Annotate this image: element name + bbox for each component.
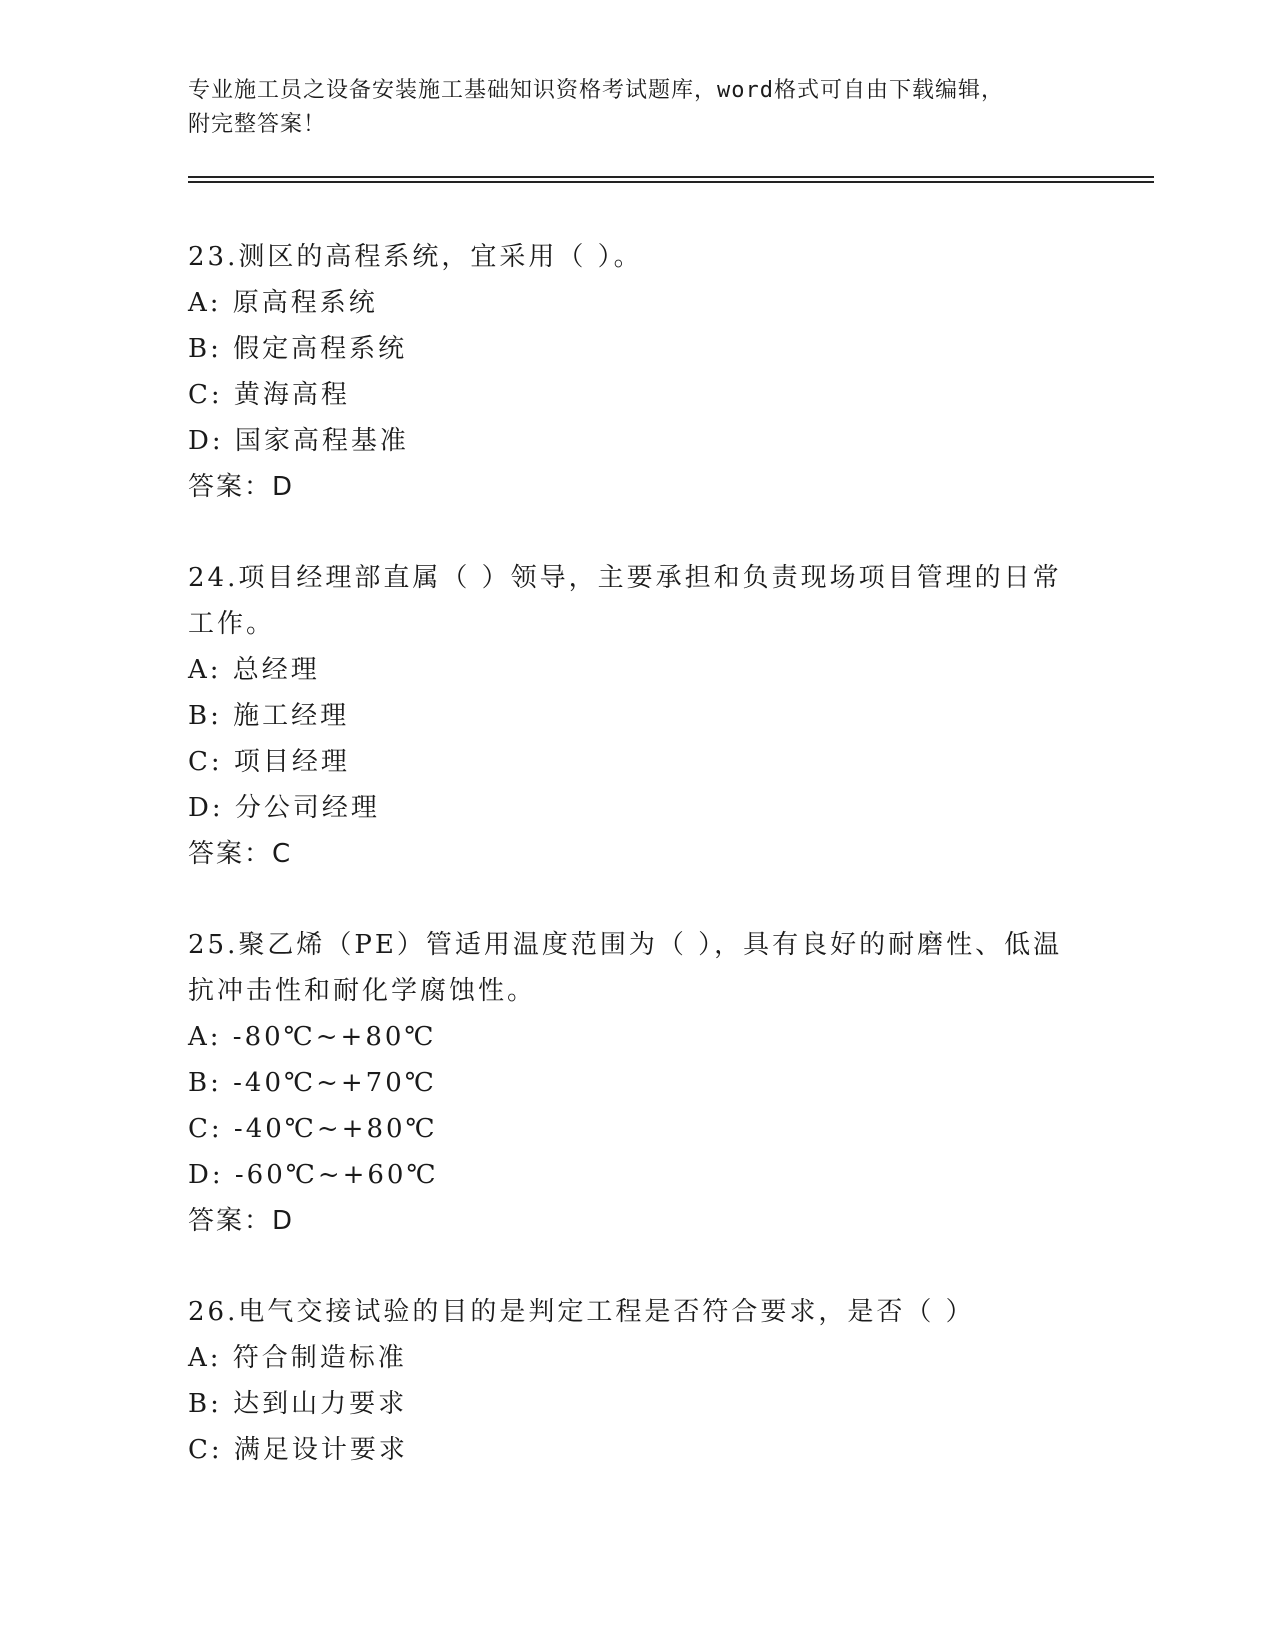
- answer-line: 答案：D: [188, 472, 295, 502]
- stem-line: 抗冲击性和耐化学腐蚀性。: [188, 976, 537, 1006]
- stem-line: 工作。: [188, 609, 276, 639]
- answer-line: 答案：C: [188, 839, 293, 869]
- stem-line: 23.测区的高程系统，宜采用（ ）。: [188, 242, 643, 272]
- question-25: [188, 922, 1088, 1244]
- question-stem: [188, 234, 1088, 280]
- option-c: C: 项目经理: [188, 747, 350, 777]
- question-23: [188, 234, 1088, 510]
- question-26: [188, 1289, 1088, 1473]
- option-b: B: 假定高程系统: [188, 334, 408, 364]
- header-divider-bottom: [188, 181, 1154, 183]
- question-24: [188, 555, 1088, 877]
- header-line-2: 附完整答案！: [188, 112, 327, 137]
- question-list: [188, 234, 1088, 1518]
- document-header: [188, 74, 1088, 142]
- header-divider-top: [188, 176, 1154, 178]
- stem-line: 26.电气交接试验的目的是判定工程是否符合要求，是否（ ）: [188, 1297, 975, 1327]
- option-b: B: 达到山力要求: [188, 1389, 408, 1419]
- question-stem: [188, 1289, 1088, 1335]
- header-line-1: 专业施工员之设备安装施工基础知识资格考试题库，word格式可自由下载编辑，: [188, 78, 1004, 103]
- stem-line: 25.聚乙烯（PE）管适用温度范围为（ ），具有良好的耐磨性、低温: [188, 930, 1063, 960]
- answer-line: 答案：D: [188, 1206, 295, 1236]
- question-stem: [188, 555, 1088, 647]
- option-d: D: -60℃~+60℃: [188, 1160, 439, 1190]
- option-b: B: -40℃~+70℃: [188, 1068, 437, 1098]
- option-b: B: 施工经理: [188, 701, 350, 731]
- option-d: D: 分公司经理: [188, 793, 380, 823]
- option-a: A: -80℃~+80℃: [188, 1022, 437, 1052]
- option-d: D: 国家高程基准: [188, 426, 409, 456]
- question-stem: [188, 922, 1088, 1014]
- option-a: A: 符合制造标准: [188, 1343, 407, 1373]
- option-a: A: 原高程系统: [188, 288, 378, 318]
- option-c: C: 满足设计要求: [188, 1435, 408, 1465]
- option-c: C: 黄海高程: [188, 380, 350, 410]
- option-a: A: 总经理: [188, 655, 320, 685]
- option-c: C: -40℃~+80℃: [188, 1114, 438, 1144]
- stem-line: 24.项目经理部直属（ ）领导，主要承担和负责现场项目管理的日常: [188, 563, 1062, 593]
